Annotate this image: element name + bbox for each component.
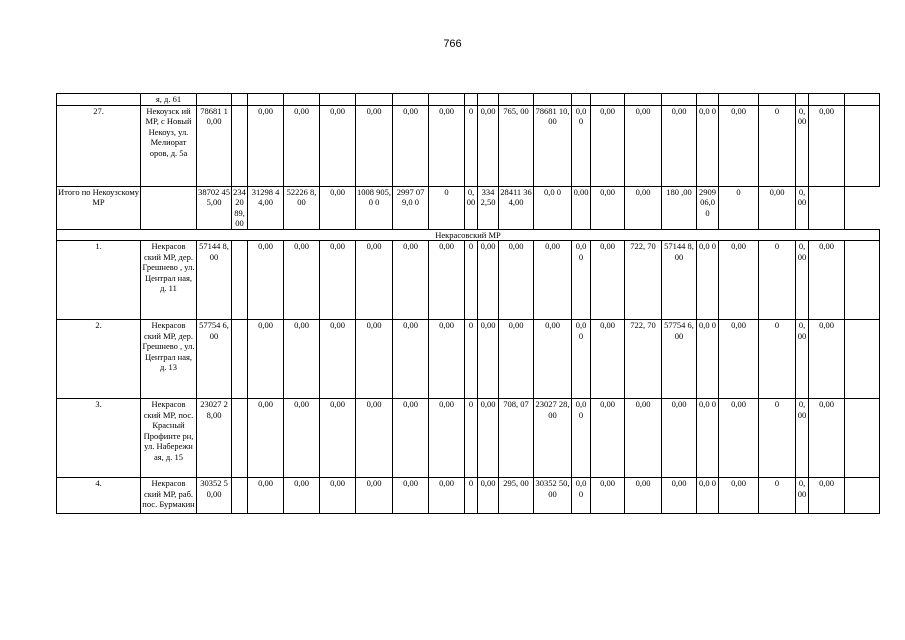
value-cell: 0,00 — [320, 399, 356, 478]
total-label: Итого по Некоузскому МР — [57, 186, 141, 229]
value-cell: 57754 6,00 — [662, 320, 697, 399]
value-cell: 0,00 — [284, 241, 320, 320]
register-table — [56, 93, 880, 514]
value-cell — [719, 94, 759, 106]
value-cell: 0,00 — [284, 399, 320, 478]
value-cell: 0,00 — [356, 478, 393, 514]
value-cell: 0 — [465, 105, 478, 186]
value-cell: 38702 455,00 — [197, 186, 232, 229]
value-cell: 0,00 — [478, 320, 499, 399]
value-cell — [845, 399, 880, 478]
value-cell: 0,00 — [625, 186, 662, 229]
value-cell: 2997 079,0 0 — [393, 186, 429, 229]
value-cell: 0,00 — [429, 105, 465, 186]
value-cell: 0 — [759, 105, 796, 186]
value-cell: 0,00 — [320, 241, 356, 320]
value-cell: 0,00 — [393, 399, 429, 478]
value-cell — [591, 94, 625, 106]
value-cell: 0,00 — [796, 241, 809, 320]
value-cell: 0 — [465, 241, 478, 320]
value-cell: 0,0 0 — [572, 320, 591, 399]
value-cell — [320, 94, 356, 106]
value-cell: 0,00 — [393, 105, 429, 186]
value-cell — [284, 94, 320, 106]
value-cell: 78681 10,00 — [534, 105, 572, 186]
section-row — [57, 229, 880, 241]
value-cell — [845, 320, 880, 399]
value-cell: 0,0 0 — [697, 478, 719, 514]
value-cell — [232, 241, 248, 320]
value-cell: 0,00 — [591, 399, 625, 478]
value-cell: 0 — [465, 478, 478, 514]
value-cell: 0,00 — [719, 105, 759, 186]
value-cell: 0,00 — [393, 320, 429, 399]
row-number: 4. — [57, 478, 141, 514]
value-cell: 0,00 — [796, 105, 809, 186]
value-cell: 78681 10,00 — [197, 105, 232, 186]
value-cell: 0,00 — [429, 478, 465, 514]
value-cell: 52226 8,00 — [284, 186, 320, 229]
value-cell — [356, 94, 393, 106]
value-cell: 0,00 — [719, 399, 759, 478]
value-cell: 0,00 — [591, 241, 625, 320]
row-number: 27. — [57, 105, 141, 186]
value-cell: 28411 364,00 — [499, 186, 534, 229]
value-cell: 0,00 — [759, 186, 796, 229]
value-cell: 23027 28,00 — [534, 399, 572, 478]
value-cell: 0,00 — [796, 186, 809, 229]
value-cell — [845, 94, 880, 106]
value-cell: 31298 44,00 — [248, 186, 284, 229]
value-cell: 0,00 — [320, 320, 356, 399]
value-cell: 0,00 — [662, 478, 697, 514]
value-cell — [232, 94, 248, 106]
value-cell: 722, 70 — [625, 320, 662, 399]
value-cell: 0,00 — [796, 478, 809, 514]
value-cell — [232, 320, 248, 399]
value-cell: 0,00 — [591, 105, 625, 186]
value-cell: 0 — [465, 399, 478, 478]
value-cell: 0,00 — [429, 399, 465, 478]
value-cell — [697, 94, 719, 106]
value-cell — [534, 94, 572, 106]
value-cell: 0,00 — [719, 478, 759, 514]
row-number: 2. — [57, 320, 141, 399]
value-cell: 0,00 — [534, 320, 572, 399]
table-row — [57, 241, 880, 320]
value-cell: 0,00 — [320, 478, 356, 514]
value-cell — [248, 94, 284, 106]
value-cell: 2909 06,00 — [697, 186, 719, 229]
row-number: 1. — [57, 241, 141, 320]
value-cell: 180 ,00 — [662, 186, 697, 229]
continuation-row — [57, 94, 880, 106]
value-cell: 0,00 — [499, 320, 534, 399]
value-cell: 0 — [759, 478, 796, 514]
value-cell: 0,00 — [591, 478, 625, 514]
value-cell — [809, 94, 845, 106]
value-cell: 0,00 — [478, 241, 499, 320]
total-row — [57, 186, 880, 229]
table-row — [57, 105, 880, 186]
value-cell: 0 — [719, 186, 759, 229]
num-cell — [57, 94, 141, 106]
value-cell: 30352 50,00 — [197, 478, 232, 514]
row-number: 3. — [57, 399, 141, 478]
value-cell: 0 — [759, 399, 796, 478]
value-cell — [572, 94, 591, 106]
value-cell: 0,00 — [809, 241, 845, 320]
value-cell — [625, 94, 662, 106]
value-cell: 0,00 — [284, 105, 320, 186]
value-cell: 0,00 — [534, 241, 572, 320]
value-cell: 0 — [759, 241, 796, 320]
value-cell — [662, 94, 697, 106]
value-cell: 0,00 — [809, 320, 845, 399]
value-cell: 0,00 — [248, 399, 284, 478]
value-cell: 0,00 — [248, 105, 284, 186]
table-row — [57, 478, 880, 514]
value-cell: 0,00 — [662, 105, 697, 186]
value-cell: 0,00 — [465, 186, 478, 229]
value-cell: 0,00 — [429, 241, 465, 320]
value-cell: 0,0 0 — [572, 241, 591, 320]
value-cell: 0 — [465, 320, 478, 399]
address-cell: я, д. 61 — [141, 94, 197, 106]
value-cell: 57144 8,00 — [197, 241, 232, 320]
value-cell: 0,00 — [320, 186, 356, 229]
value-cell: 0,00 — [662, 399, 697, 478]
value-cell: 0,0 0 — [697, 105, 719, 186]
section-title: Некрасовский МР — [57, 229, 880, 241]
value-cell: 57144 8,00 — [662, 241, 697, 320]
value-cell: 0,0 0 — [697, 320, 719, 399]
address-cell: Некрасов ский МР, пос. Красный Профинте рн, ул. Набережн ая, д. 15 — [141, 399, 197, 478]
address-cell: Некрасов ский МР, дер. Грешнево , ул. Централ ная, д. 13 — [141, 320, 197, 399]
value-cell: 0,00 — [393, 241, 429, 320]
value-cell — [232, 478, 248, 514]
value-cell: 0,00 — [625, 399, 662, 478]
value-cell: 0,00 — [572, 186, 591, 229]
value-cell: 0,0 0 — [572, 105, 591, 186]
value-cell: 0,00 — [796, 399, 809, 478]
table-row — [57, 399, 880, 478]
value-cell — [845, 105, 880, 186]
value-cell — [845, 241, 880, 320]
value-cell: 0,00 — [719, 320, 759, 399]
value-cell — [232, 105, 248, 186]
value-cell: 0,00 — [809, 478, 845, 514]
value-cell: 57754 6,00 — [197, 320, 232, 399]
value-cell: 0,0 0 — [572, 478, 591, 514]
value-cell: 0,00 — [248, 478, 284, 514]
value-cell: 0,00 — [796, 320, 809, 399]
value-cell: 0,00 — [499, 241, 534, 320]
value-cell: 0,00 — [809, 105, 845, 186]
value-cell: 0,00 — [625, 478, 662, 514]
value-cell: 0,0 0 — [572, 399, 591, 478]
total-spacer-cell — [141, 186, 197, 229]
value-cell: 0,00 — [356, 320, 393, 399]
value-cell: 30352 50,00 — [534, 478, 572, 514]
value-cell: 0,00 — [320, 105, 356, 186]
value-cell: 0,00 — [478, 105, 499, 186]
value-cell — [465, 94, 478, 106]
page-number: 766 — [443, 38, 462, 50]
value-cell: 722, 70 — [625, 241, 662, 320]
value-cell — [232, 399, 248, 478]
value-cell — [759, 94, 796, 106]
value-cell: 0,0 0 — [534, 186, 572, 229]
value-cell: 0,00 — [393, 478, 429, 514]
table-row — [57, 320, 880, 399]
value-cell — [845, 478, 880, 514]
value-cell — [197, 94, 232, 106]
value-cell — [809, 186, 845, 229]
value-cell: 0,00 — [284, 320, 320, 399]
value-cell: 0,00 — [478, 478, 499, 514]
value-cell: 0,00 — [356, 241, 393, 320]
value-cell — [429, 94, 465, 106]
value-cell: 0,00 — [591, 320, 625, 399]
address-cell: Некрасов ский МР, дер. Грешнево , ул. Централ ная, д. 11 — [141, 241, 197, 320]
address-cell: Некоузск ий МР, с Новый Некоуз, ул. Мелиорат оров, д. 5а — [141, 105, 197, 186]
value-cell — [478, 94, 499, 106]
value-cell: 23027 28,00 — [197, 399, 232, 478]
value-cell: 0,00 — [478, 399, 499, 478]
value-cell: 0,00 — [356, 399, 393, 478]
value-cell: 23420 89,00 — [233, 186, 246, 228]
value-cell: 0,00 — [248, 320, 284, 399]
value-cell — [499, 94, 534, 106]
value-cell: 0,00 — [625, 105, 662, 186]
value-cell — [393, 94, 429, 106]
table-body — [57, 94, 880, 514]
value-cell: 0,00 — [719, 241, 759, 320]
value-cell: 708, 07 — [499, 399, 534, 478]
value-cell: 0,0 0 — [697, 399, 719, 478]
value-cell: 0,00 — [284, 478, 320, 514]
value-cell: 0,00 — [809, 399, 845, 478]
value-cell — [796, 94, 809, 106]
address-cell: Некрасов ский МР, раб. пос. Бурмакин — [141, 478, 197, 514]
value-cell: 334 2,50 — [478, 186, 499, 229]
value-cell: 0 — [429, 186, 465, 229]
value-cell: 765, 00 — [499, 105, 534, 186]
value-cell: 0 — [759, 320, 796, 399]
value-cell: 0,00 — [248, 241, 284, 320]
value-cell: 295, 00 — [499, 478, 534, 514]
value-cell: 1008 905,0 0 — [356, 186, 393, 229]
value-cell: 0,0 0 — [697, 241, 719, 320]
value-cell: 0,00 — [356, 105, 393, 186]
value-cell: 0,00 — [591, 186, 625, 229]
value-cell: 0,00 — [429, 320, 465, 399]
